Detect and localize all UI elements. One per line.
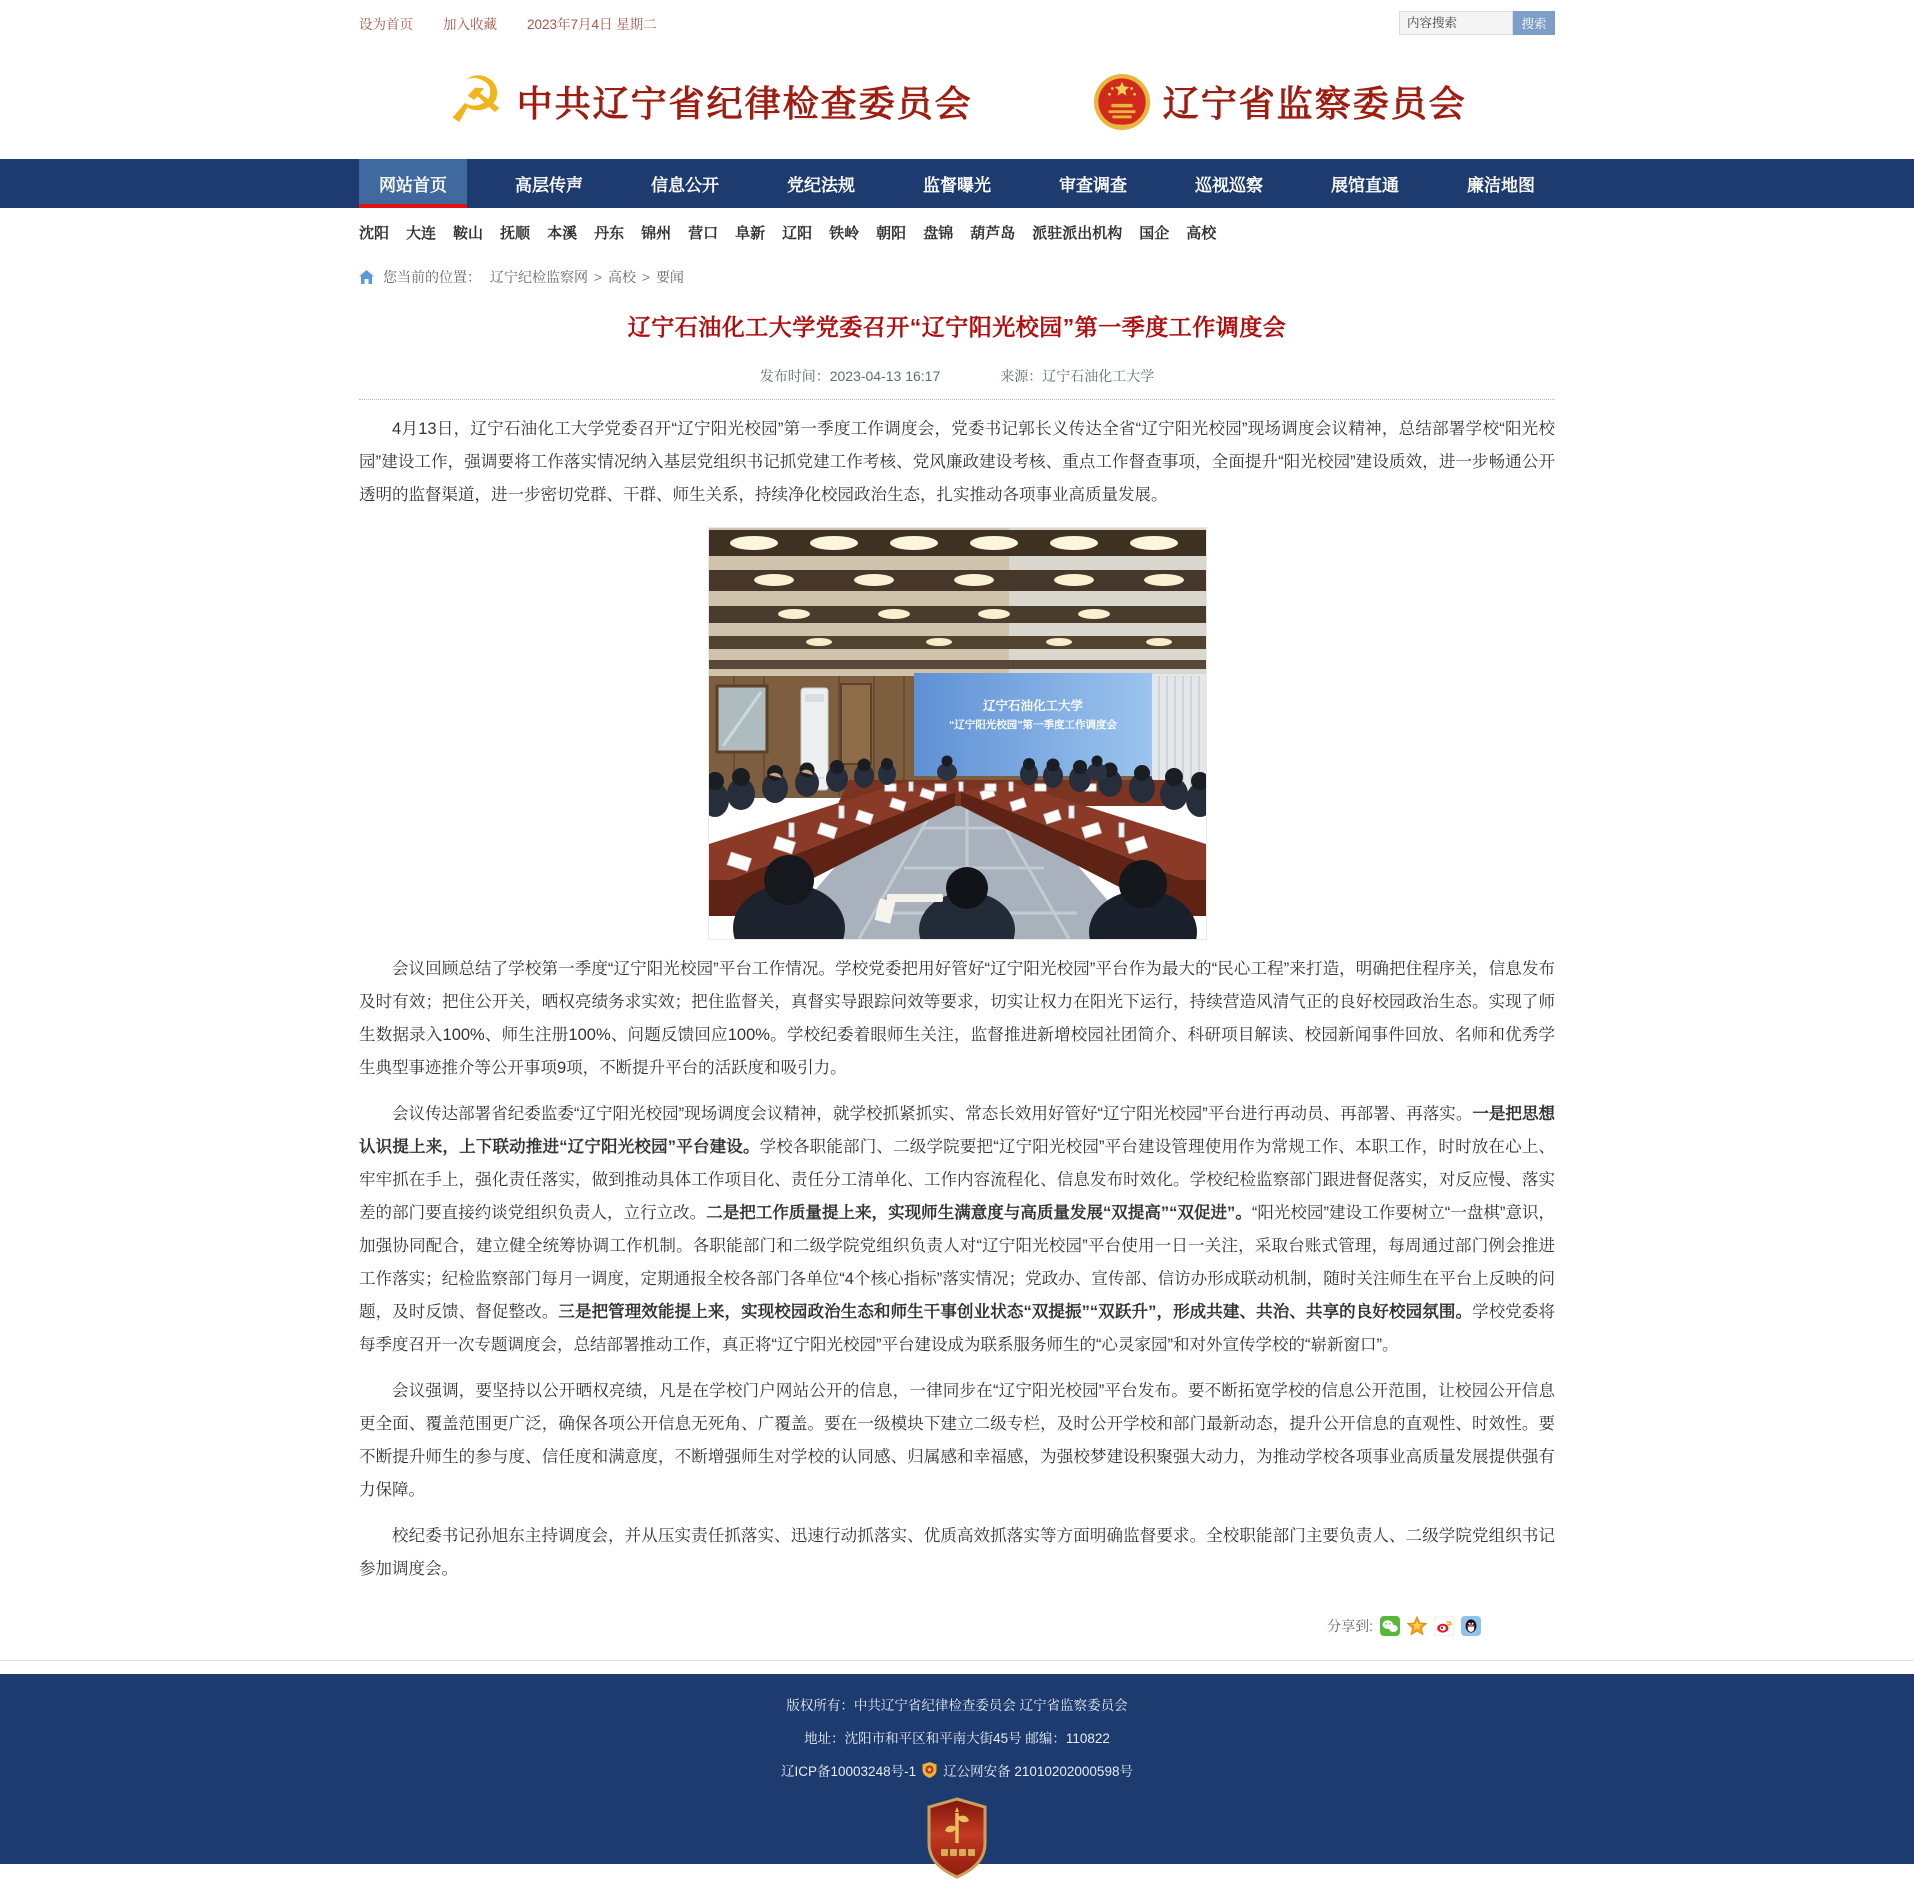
home-icon[interactable] <box>359 270 374 284</box>
photo-ceiling <box>709 528 1206 680</box>
region-link[interactable]: 本溪 <box>547 225 578 242</box>
weibo-share-icon[interactable] <box>1434 1616 1454 1636</box>
breadcrumb-separator: > <box>590 269 606 285</box>
nav-item[interactable]: 展馆直通 <box>1331 176 1399 195</box>
nav-item[interactable]: 监督曝光 <box>923 176 991 195</box>
add-favorite-link[interactable]: 加入收藏 <box>443 17 497 32</box>
nav-item[interactable]: 审查调查 <box>1059 176 1127 195</box>
police-badge-icon <box>922 1762 937 1778</box>
region-link[interactable]: 阜新 <box>735 225 766 242</box>
site-footer <box>0 1674 1914 1864</box>
nav-item[interactable]: 党纪法规 <box>787 176 855 195</box>
nav-item[interactable]: 廉洁地图 <box>1467 176 1535 195</box>
brand-discipline-name: 中共辽宁省纪律检查委员会 <box>516 83 973 124</box>
photo-foreground-figures <box>733 855 1197 939</box>
region-link[interactable]: 国企 <box>1139 225 1170 242</box>
current-date: 2023年7月4日 星期二 <box>527 17 657 32</box>
region-link[interactable]: 鞍山 <box>453 225 484 242</box>
article-paragraph: 会议强调，要坚持以公开晒权亮绩，凡是在学校门户网站公开的信息，一律同步在“辽宁阳光校园”平台发布。要不断拓宽学校的信息公开范围，让校园公开信息更全面、覆盖范围更广泛，确保各项公开信息无死角、广覆盖。要在一级模块下建立二级专栏，及时公开学校和部门最新动态，提升公开信息的直观性、时效性。要不断提升师生的参与度、信任度和满意度，不断增强师生对学校的认同感、归属感和幸福感，为强校梦建设积聚强大动力，为推动学校各项事业高质量发展提供强有力保障。 <box>359 1382 1555 1499</box>
region-subnav <box>0 208 1914 251</box>
wechat-share-icon[interactable] <box>1380 1616 1400 1636</box>
region-link[interactable]: 葫芦岛 <box>970 225 1016 242</box>
favorite-star-icon[interactable] <box>1407 1616 1427 1636</box>
article-paragraph: 会议回顾总结了学校第一季度“辽宁阳光校园”平台工作情况。学校党委把用好管好“辽宁阳光校园”平台作为最大的“民心工程”来打造，明确把住程序关，信息发布及时有效；把住公开关，晒权亮绩务求实效；把住监督关，真督实导跟踪问效等要求，切实让权力在阳光下运行，持续营造风清气正的良好校园政治生态。实现了师生数据录入100%、师生注册100%、问题反馈回应100%。学校纪委着眼师生关注，监督推进新增校园社团简介、科研项目解读、校园新闻事件回放、名师和优秀学生典型事迹推介等公开事项9项，不断提升平台的活跃度和吸引力。 <box>359 960 1555 1077</box>
share-row <box>359 1616 1555 1636</box>
region-link[interactable]: 铁岭 <box>829 225 860 242</box>
breadcrumb-item[interactable]: 辽宁纪检监察网 <box>490 269 588 285</box>
svg-text:辽宁石油化工大学: 辽宁石油化工大学 <box>982 699 1083 713</box>
brand-discipline-commission[interactable] <box>447 63 973 138</box>
article-meta <box>359 366 1555 400</box>
main-nav <box>0 159 1914 208</box>
region-link[interactable]: 丹东 <box>594 225 625 242</box>
nav-item[interactable]: 巡视巡察 <box>1195 176 1263 195</box>
icp-number[interactable]: 辽ICP备10003248号-1 <box>781 1764 917 1779</box>
nav-item[interactable]: 高层传声 <box>515 176 583 195</box>
region-link[interactable]: 营口 <box>688 225 719 242</box>
footer-icp-line <box>0 1760 1914 1780</box>
share-label: 分享到: <box>1327 1618 1373 1634</box>
breadcrumb-item[interactable]: 高校 <box>607 269 636 285</box>
region-link[interactable]: 派驻派出机构 <box>1032 225 1123 242</box>
meeting-photo-scene <box>709 528 1206 939</box>
article-paragraph: 会议传达部署省纪委监委“辽宁阳光校园”现场调度会议精神，就学校抓紧抓实、常态长效用好管好“辽宁阳光校园”平台进行再动员、再部署、再落实。一是把思想认识提上来，上下联动推进“辽宁阳光校园”平台建设。学校各职能部门、二级学院要把“辽宁阳光校园”平台建设管理使用作为常规工作、本职工作，时时放在心上、牢牢抓在手上，强化责任落实，做到推动具体工作项目化、责任分工清单化、工作内容流程化、信息发布时效化。学校纪检监察部门跟进督促落实，对反应慢、落实差的部门要直接约谈党组织负责人，立行立改。二是把工作质量提上来，实现师生满意度与高质量发展“双提高”“双促进”。“阳光校园”建设工作要树立“一盘棋”意识，加强协同配合，建立健全统筹协调工作机制。各职能部门和二级学院党组织负责人对“辽宁阳光校园”平台使用一日一关注，采取台账式管理，每周通过部门例会推进工作落实；纪检监察部门每月一调度，定期通报全校各部门各单位“4个核心指标”落实情况；党政办、宣传部、信访办形成联动机制，随时关注师生在平台上反映的问题，及时反馈、督促整改。三是把管理效能提上来，实现校园政治生态和师生干事创业状态“双提振”“双跃升”，形成共建、共治、共享的良好校园氛围。学校党委将每季度召开一次专题调度会，总结部署推动工作，真正将“辽宁阳光校园”平台建设成为联系服务师生的“心灵家园”和对外宣传学校的“崭新窗口”。 <box>359 1105 1556 1354</box>
search-button[interactable]: 搜索 <box>1513 11 1555 35</box>
brand-supervisory-name: 辽宁省监察委员会 <box>1162 83 1467 124</box>
region-link[interactable]: 锦州 <box>641 225 672 242</box>
region-link[interactable]: 朝阳 <box>876 225 907 242</box>
masthead <box>0 44 1914 159</box>
region-link[interactable]: 高校 <box>1186 225 1217 242</box>
region-link[interactable]: 盘锦 <box>923 225 954 242</box>
article <box>359 309 1555 1636</box>
search-input[interactable] <box>1399 11 1513 35</box>
breadcrumb-prefix: 您当前的位置： <box>383 269 481 285</box>
police-record-number[interactable]: 辽公网安备 21010202000598号 <box>943 1764 1133 1779</box>
footer-divider <box>0 1660 1914 1661</box>
qq-share-icon[interactable] <box>1461 1616 1481 1636</box>
brand-supervisory-commission[interactable] <box>1093 73 1467 131</box>
footer-address: 地址：沈阳市和平区和平南大街45号 邮编：110822 <box>804 1731 1110 1746</box>
footer-shield-badge[interactable] <box>923 1797 991 1882</box>
svg-text:“辽宁阳光校园”第一季度工作调度会: “辽宁阳光校园”第一季度工作调度会 <box>948 719 1117 731</box>
topbar <box>0 0 1914 44</box>
article-title: 辽宁石油化工大学党委召开“辽宁阳光校园”第一季度工作调度会 <box>627 314 1287 340</box>
article-photo <box>708 527 1207 940</box>
publish-time: 发布时间：2023-04-13 16:17 <box>759 368 941 384</box>
set-homepage-link[interactable]: 设为首页 <box>359 17 413 32</box>
breadcrumb-item[interactable]: 要闻 <box>655 269 684 285</box>
article-paragraph: 4月13日，辽宁石油化工大学党委召开“辽宁阳光校园”第一季度工作调度会，党委书记郭长义传达全省“辽宁阳光校园”现场调度会议精神，总结部署学校“阳光校园”建设工作，强调要将工作落实情况纳入基层党组织书记抓党建工作考核、党风廉政建设考核、重点工作督查事项，全面提升“阳光校园”建设质效，进一步畅通公开透明的监督渠道，进一步密切党群、干群、师生关系，持续净化校园政治生态，扎实推动各项事业高质量发展。 <box>359 420 1555 504</box>
party-emblem-icon: ☭ <box>447 63 505 138</box>
region-link[interactable]: 抚顺 <box>500 225 531 242</box>
breadcrumb-separator: > <box>637 269 654 285</box>
national-emblem-icon <box>1093 73 1151 131</box>
breadcrumb <box>359 251 1555 297</box>
region-link[interactable]: 辽阳 <box>782 225 813 242</box>
article-paragraph: 校纪委书记孙旭东主持调度会，并从压实责任抓落实、迅速行动抓落实、优质高效抓落实等方面明确监督要求。全校职能部门主要负责人、二级学院党组织书记参加调度会。 <box>359 1527 1555 1578</box>
nav-item[interactable]: 信息公开 <box>651 176 719 195</box>
region-link[interactable]: 沈阳 <box>359 225 390 242</box>
region-link[interactable]: 大连 <box>406 225 437 242</box>
article-source: 来源：辽宁石油化工大学 <box>1000 368 1155 384</box>
nav-item[interactable]: 网站首页 <box>359 159 467 208</box>
footer-copyright: 版权所有：中共辽宁省纪律检查委员会 辽宁省监察委员会 <box>786 1698 1128 1713</box>
